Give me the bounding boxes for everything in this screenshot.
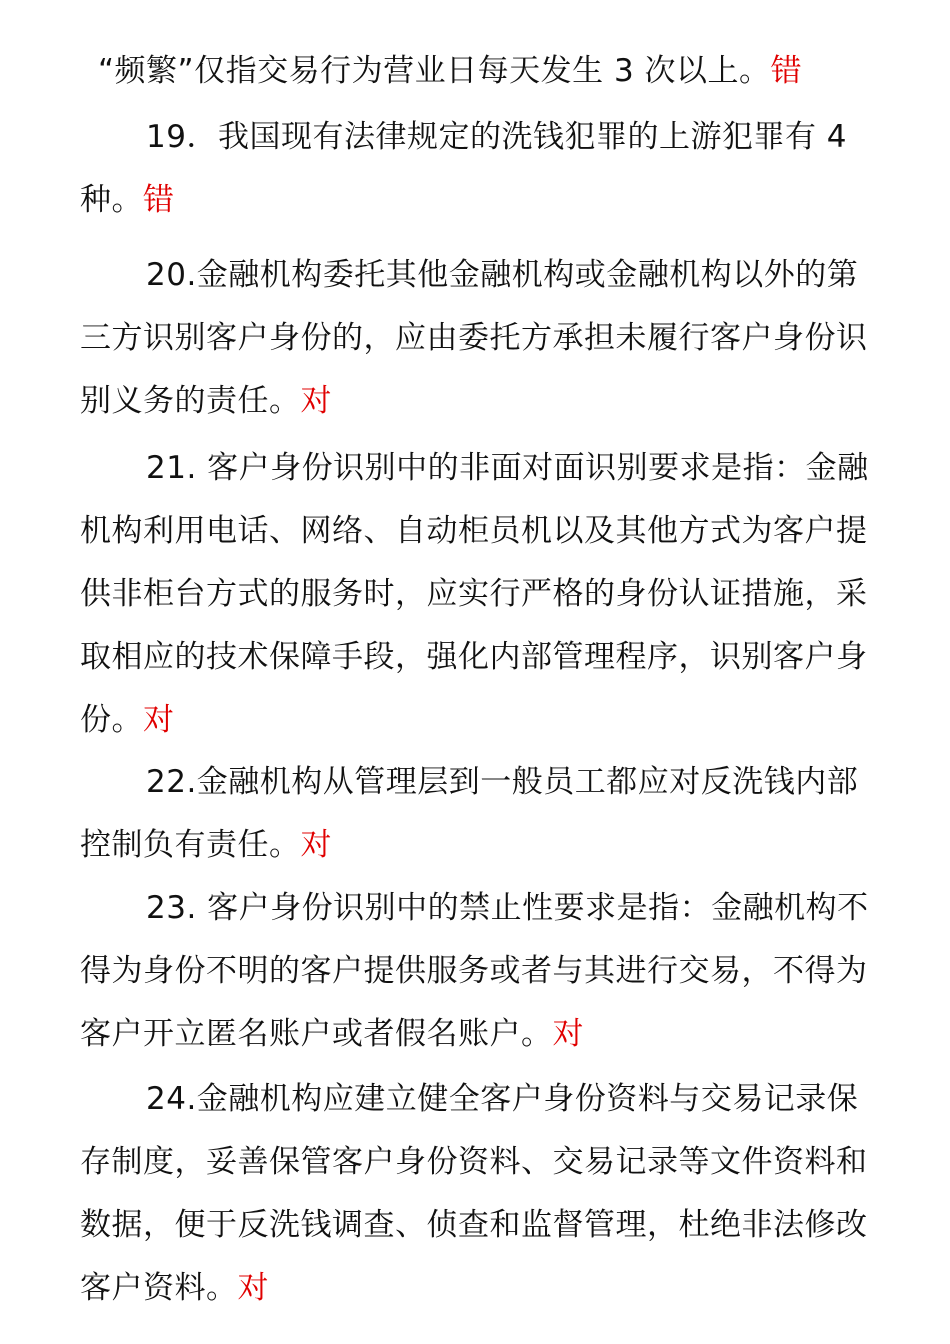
question-item [80, 244, 870, 433]
answer-mark: 对 [552, 1016, 584, 1052]
question-item [80, 1068, 870, 1320]
question-text: 19．我国现有法律规定的洗钱犯罪的上游犯罪有 4 种。 [80, 119, 848, 218]
question-item [80, 877, 870, 1066]
question-item [80, 106, 870, 232]
question-text: 20.金融机构委托其他金融机构或金融机构以外的第三方识别客户身份的，应由委托方承担未履行客户身份识别义务的责任。 [80, 257, 868, 419]
question-item [80, 751, 870, 877]
question-item [80, 40, 870, 103]
question-text: “频繁”仅指交易行为营业日每天发生 3 次以上。 [98, 53, 771, 89]
answer-mark: 对 [237, 1270, 269, 1306]
question-text: 24.金融机构应建立健全客户身份资料与交易记录保存制度，妥善保管客户身份资料、交易记录等文件资料和数据，便于反洗钱调查、侦查和监督管理，杜绝非法修改客户资料。 [80, 1081, 868, 1306]
answer-mark: 对 [300, 827, 332, 863]
answer-mark: 错 [143, 182, 175, 218]
answer-mark: 错 [770, 53, 803, 89]
answer-mark: 对 [143, 702, 175, 738]
question-text: 21. 客户身份识别中的非面对面识别要求是指：金融机构利用电话、网络、自动柜员机以及其他方式为客户提供非柜台方式的服务时，应实行严格的身份认证措施，采取相应的技术保障手段，强化内部管理程序，识别客户身份。 [80, 450, 869, 738]
answer-mark: 对 [300, 383, 332, 419]
question-item [80, 437, 870, 752]
question-text: 23. 客户身份识别中的禁止性要求是指：金融机构不得为身份不明的客户提供服务或者与其进行交易，不得为客户开立匿名账户或者假名账户。 [80, 890, 869, 1052]
question-text: 22.金融机构从管理层到一般员工都应对反洗钱内部控制负有责任。 [80, 764, 859, 863]
